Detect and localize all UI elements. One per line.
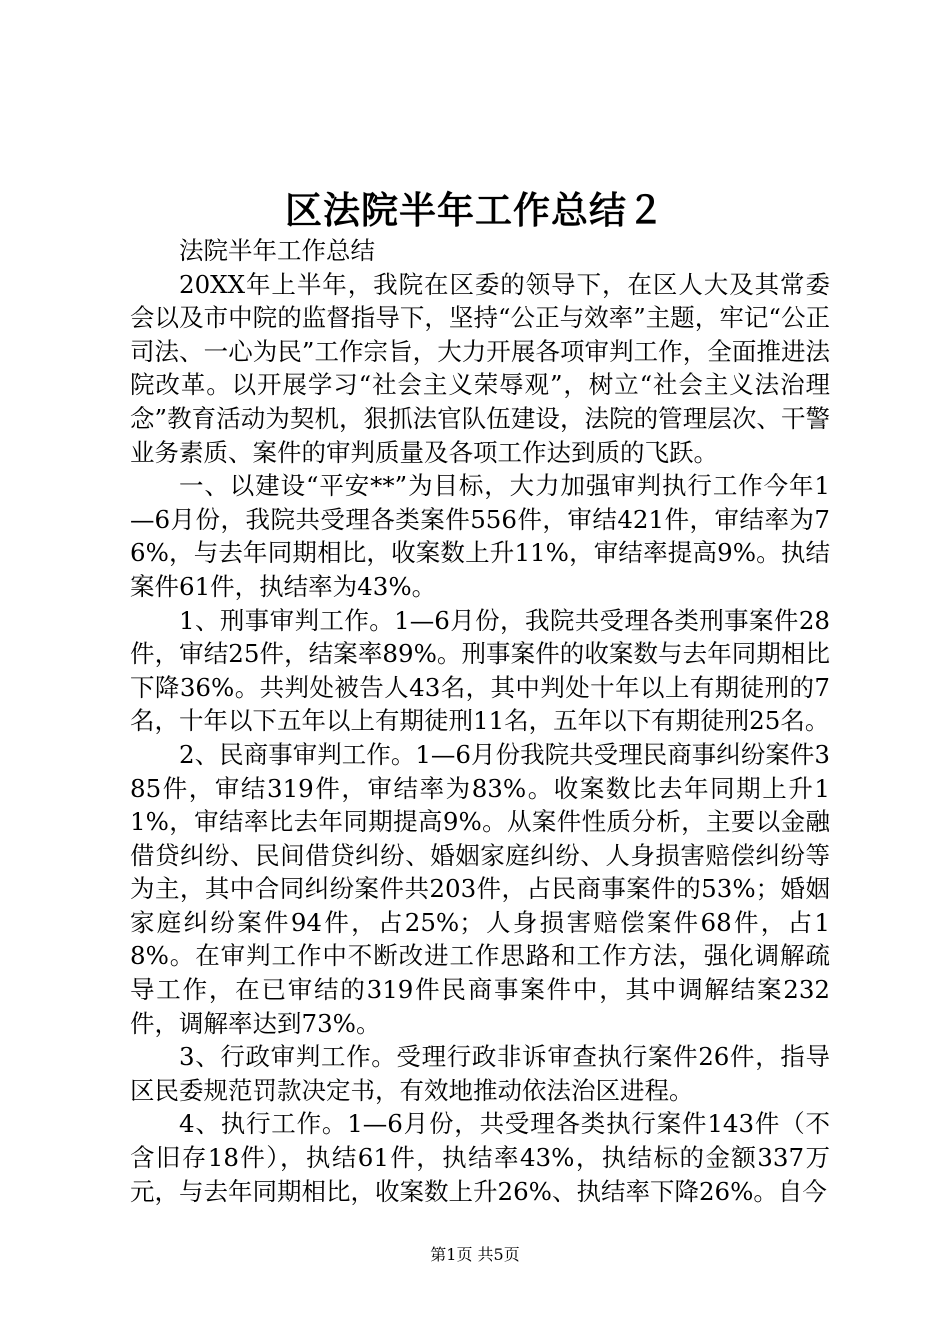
document-body [130,234,830,1208]
paragraph-civil-commercial-trial: 2、民商事审判工作。1—6月份我院共受理民商事纠纷案件385件，审结319件，审结率为83%。收案数比去年同期上升11%，审结率比去年同期提高9%。从案件性质分析，主要以金融借贷纠纷、民间借贷纠纷、婚姻家庭纠纷、人身损害赔偿纠纷等为主，其中合同纠纷案件共203件，占民商事案件的53%；婚姻家庭纠纷案件94件，占25%；人身损害赔偿案件68件，占18%。在审判工作中不断改进工作思路和工作方法，强化调解疏导工作，在已审结的319件民商事案件中，其中调解结案232件，调解率达到73%。 [130,739,830,1038]
document-title: 区法院半年工作总结２ [285,188,665,232]
paragraph-intro: 20XX年上半年，我院在区委的领导下，在区人大及其常委会以及市中院的监督指导下，坚持“公正与效率”主题，牢记“公正司法、一心为民”工作宗旨，大力开展各项审判工作，全面推进法院改革。以开展学习“社会主义荣辱观”，树立“社会主义法治理念”教育活动为契机，狠抓法官队伍建设，法院的管理层次、干警业务素质、案件的审判质量及各项工作达到质的飞跃。 [130,269,830,467]
paragraph-subtitle: 法院半年工作总结 [179,236,375,265]
paragraph-criminal-trial: 1、刑事审判工作。1—6月份，我院共受理各类刑事案件28件，审结25件，结案率89%。刑事案件的收案数与去年同期相比下降36%。共判处被告人43名，其中判处十年以上有期徒刑的7名，十年以下五年以上有期徒刑11名，五年以下有期徒刑25名。 [130,605,830,736]
paragraph-execution-work: 4、执行工作。1—6月份，共受理各类执行案件143件（不含旧存18件），执结61件，执结率43%，执结标的金额337万元，与去年同期相比，收案数上升26%、执结率下降26%。自今 [130,1109,830,1206]
paragraph-administrative-trial: 3、行政审判工作。受理行政非诉审查执行案件26件，指导区民委规范罚款决定书，有效地推动依法治区进程。 [130,1042,830,1105]
page-number-footer: 第1页 共5页 [430,1245,520,1264]
paragraph-section-1: 一、以建设“平安**”为目标，大力加强审判执行工作今年1—6月份，我院共受理各类案件556件，审结421件，审结率为76%，与去年同期相比，收案数上升11%，审结率提高9%。执结案件61件，执结率为43%。 [130,471,830,601]
